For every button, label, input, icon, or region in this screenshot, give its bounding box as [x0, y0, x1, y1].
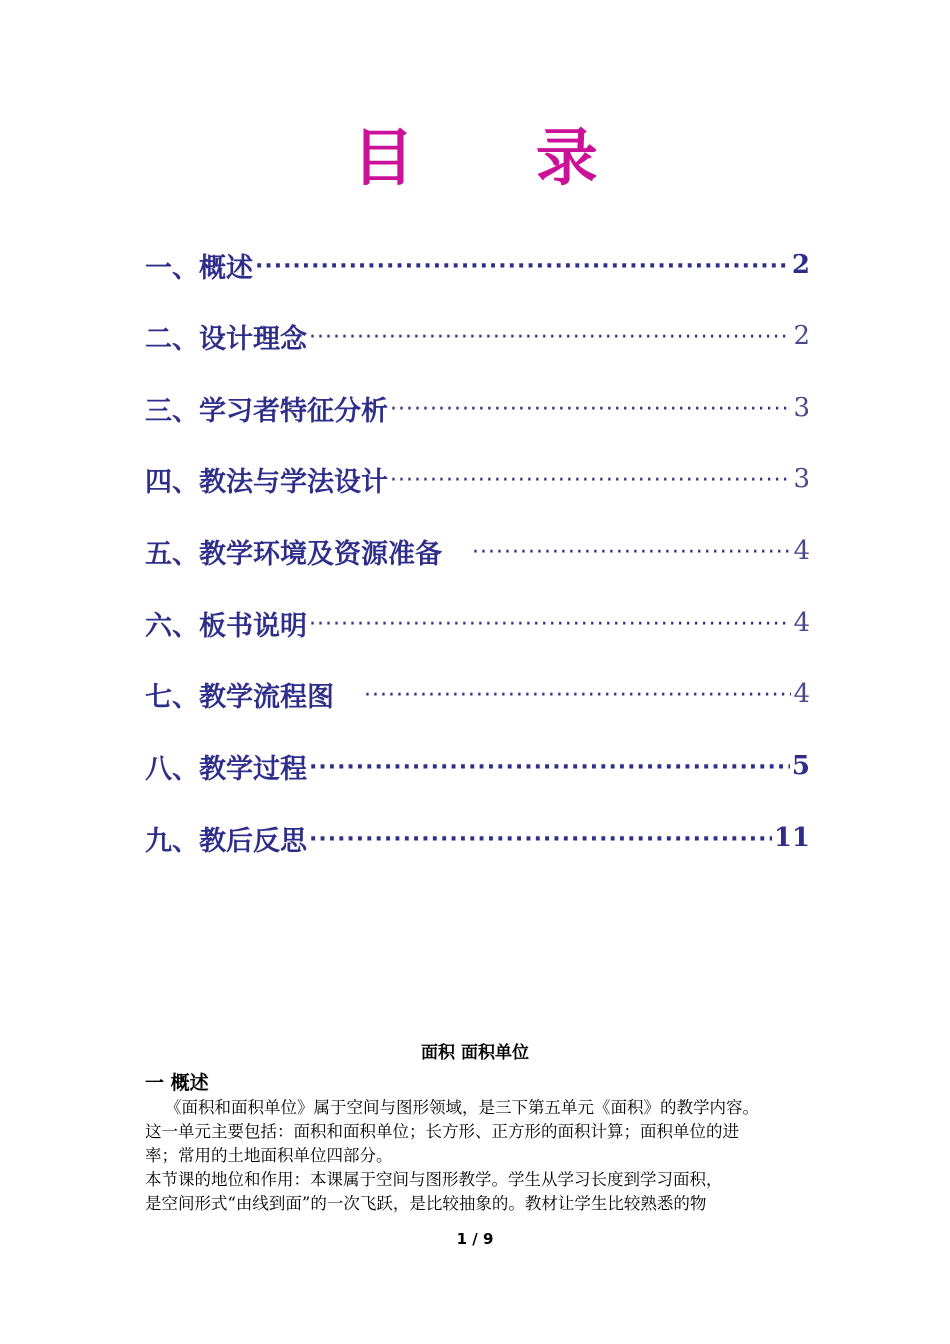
toc-entry-label: 四、教法与学法设计	[145, 466, 388, 498]
toc-entry-label: 五、教学环境及资源准备	[145, 538, 442, 570]
toc-leader-dots	[390, 397, 791, 422]
toc-entry-flowchart[interactable]	[145, 669, 810, 719]
toc-entry-page: 2	[791, 250, 810, 280]
toc-entry-page: 3	[793, 464, 810, 494]
toc-entry-page: 4	[793, 536, 810, 566]
document-heading: 面积 面积单位	[421, 1043, 529, 1063]
toc-leader-dots	[364, 683, 791, 708]
section-heading: 一 概述	[145, 1072, 209, 1094]
toc-entry-teaching-process[interactable]	[145, 741, 810, 791]
toc-entry-page: 3	[793, 393, 810, 423]
paragraph-line: 率；常用的土地面积单位四部分。	[145, 1146, 393, 1165]
paragraph-line: 本节课的地位和作用：本课属于空间与图形教学。学生从学习长度到学习面积，	[145, 1170, 723, 1189]
page-indicator: 1 / 9	[456, 1230, 494, 1248]
toc-entry-label: 七、教学流程图	[145, 681, 334, 713]
paragraph-line: 这一单元主要包括：面积和面积单位；长方形、正方形的面积计算；面积单位的进	[145, 1122, 739, 1141]
toc-entry-teaching-methods[interactable]	[145, 454, 810, 504]
toc-entry-overview[interactable]	[145, 240, 810, 290]
toc-entry-page: 4	[793, 679, 810, 709]
toc-entry-page: 5	[791, 751, 810, 781]
toc-leader-dots	[390, 468, 791, 493]
toc-entry-design-concept[interactable]	[145, 311, 810, 361]
toc-entry-label: 六、板书说明	[145, 610, 307, 642]
toc-entry-label: 一、概述	[145, 252, 253, 284]
toc-entry-label: 八、教学过程	[145, 753, 307, 785]
toc-entry-label: 九、教后反思	[145, 825, 307, 857]
toc-title: 目 录	[352, 121, 648, 194]
toc-leader-dots	[309, 325, 791, 350]
toc-entry-blackboard[interactable]	[145, 598, 810, 648]
toc-leader-dots	[309, 827, 772, 852]
toc-entry-environment-resources[interactable]	[145, 526, 810, 576]
toc-entry-learner-analysis[interactable]	[145, 383, 810, 433]
paragraph-line: 《面积和面积单位》属于空间与图形领域，是三下第五单元《面积》的教学内容。	[165, 1098, 759, 1117]
toc-entry-reflection[interactable]	[145, 813, 810, 863]
toc-entry-page: 4	[793, 608, 810, 638]
toc-leader-dots	[472, 540, 791, 565]
toc-leader-dots	[309, 612, 791, 637]
toc-entry-page: 11	[773, 823, 810, 853]
paragraph-line: 是空间形式“由线到面”的一次飞跃，是比较抽象的。教材让学生比较熟悉的物	[145, 1194, 707, 1213]
toc-leader-dots	[255, 254, 790, 279]
toc-entry-label: 二、设计理念	[145, 323, 307, 355]
toc-leader-dots	[309, 755, 790, 780]
toc-entry-label: 三、学习者特征分析	[145, 395, 388, 427]
toc-entry-page: 2	[793, 321, 810, 351]
